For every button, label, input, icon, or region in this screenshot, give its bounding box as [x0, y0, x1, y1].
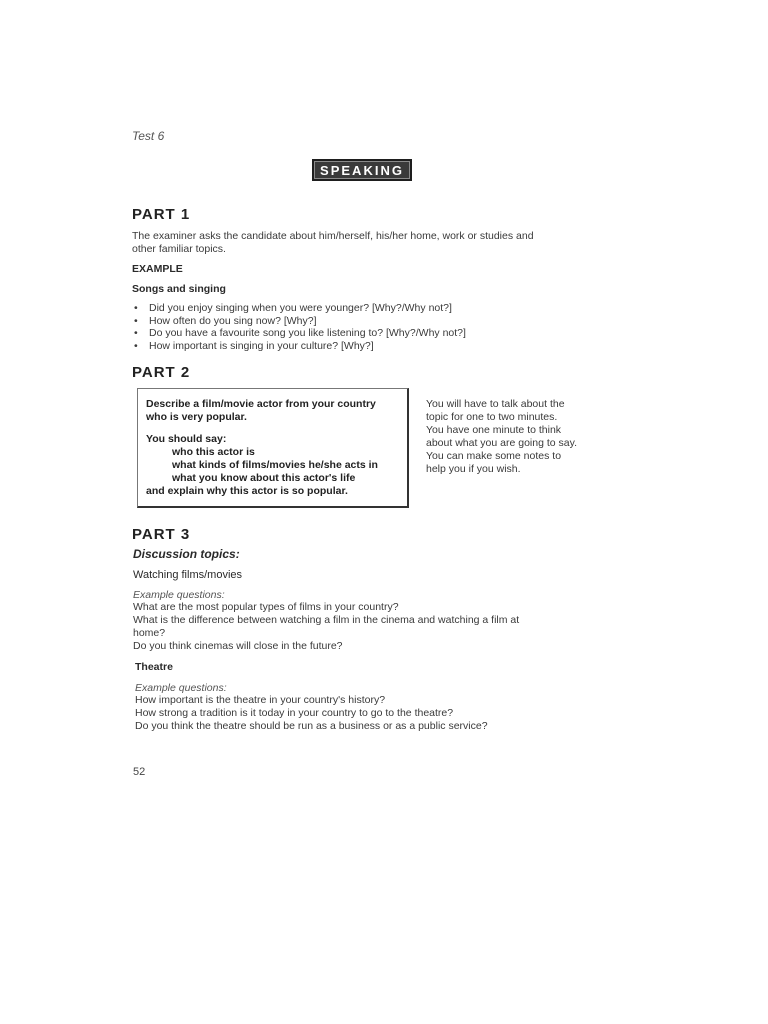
part2-note-line: help you if you wish. — [426, 463, 521, 475]
part1-question-list — [132, 302, 466, 352]
speaking-banner: SPEAKING — [312, 159, 412, 181]
part1-topic-title: Songs and singing — [132, 283, 226, 295]
cue-card-closing: and explain why this actor is so popular. — [146, 485, 348, 497]
part1-question: • How often do you sing now? [Why?] — [132, 315, 466, 328]
part1-question: • Do you have a favourite song you like listening to? [Why?/Why not?] — [132, 327, 466, 340]
films-question: What is the difference between watching a film in the cinema and watching a film at — [133, 614, 520, 626]
films-question: home? — [133, 627, 166, 639]
theatre-question: How important is the theatre in your country's history? — [135, 694, 386, 706]
theatre-question: How strong a tradition is it today in your country to go to the theatre? — [135, 707, 454, 719]
part1-question: • How important is singing in your culture? [Why?] — [132, 340, 466, 353]
part2-note-line: You can make some notes to — [426, 450, 562, 462]
part2-note-line: about what you are going to say. — [426, 437, 577, 449]
part2-notes — [426, 398, 596, 476]
part3-heading: PART 3 — [132, 526, 191, 543]
cue-card-point: what you know about this actor's life — [172, 472, 356, 484]
cue-card — [137, 388, 409, 508]
cue-card-point: who this actor is — [172, 446, 255, 458]
part1-heading: PART 1 — [132, 206, 191, 223]
part2-note-line: topic for one to two minutes. — [426, 411, 558, 423]
part2-heading: PART 2 — [132, 364, 191, 381]
part2-note-line: You will have to talk about the — [426, 398, 565, 410]
example-questions-label: Example questions: — [135, 682, 227, 694]
cue-card-should-say: You should say: — [146, 433, 227, 445]
discussion-topics-label: Discussion topics: — [133, 547, 240, 561]
cue-card-task-line: Describe a film/movie actor from your country — [146, 398, 376, 410]
page-number: 52 — [133, 766, 146, 778]
films-question: What are the most popular types of films in your country? — [133, 601, 399, 613]
part1-intro-line: The examiner asks the candidate about him/herself, his/her home, work or studies and — [132, 230, 534, 242]
part1-intro — [132, 230, 534, 256]
films-questions — [133, 601, 519, 653]
part1-example-label: EXAMPLE — [132, 263, 183, 275]
test-label: Test 6 — [132, 129, 165, 143]
films-question: Do you think cinemas will close in the future? — [133, 640, 343, 652]
cue-card-task-line: who is very popular. — [146, 411, 247, 423]
topic-title-films: Watching films/movies — [133, 569, 243, 581]
example-questions-label: Example questions: — [133, 589, 225, 601]
part1-question: • Did you enjoy singing when you were younger? [Why?/Why not?] — [132, 302, 466, 315]
theatre-questions — [135, 694, 488, 733]
topic-title-theatre: Theatre — [135, 661, 173, 673]
part2-note-line: You have one minute to think — [426, 424, 562, 436]
cue-card-point: what kinds of films/movies he/she acts in — [172, 459, 378, 471]
part1-intro-line: other familiar topics. — [132, 243, 226, 255]
theatre-question: Do you think the theatre should be run as a business or as a public service? — [135, 720, 488, 732]
